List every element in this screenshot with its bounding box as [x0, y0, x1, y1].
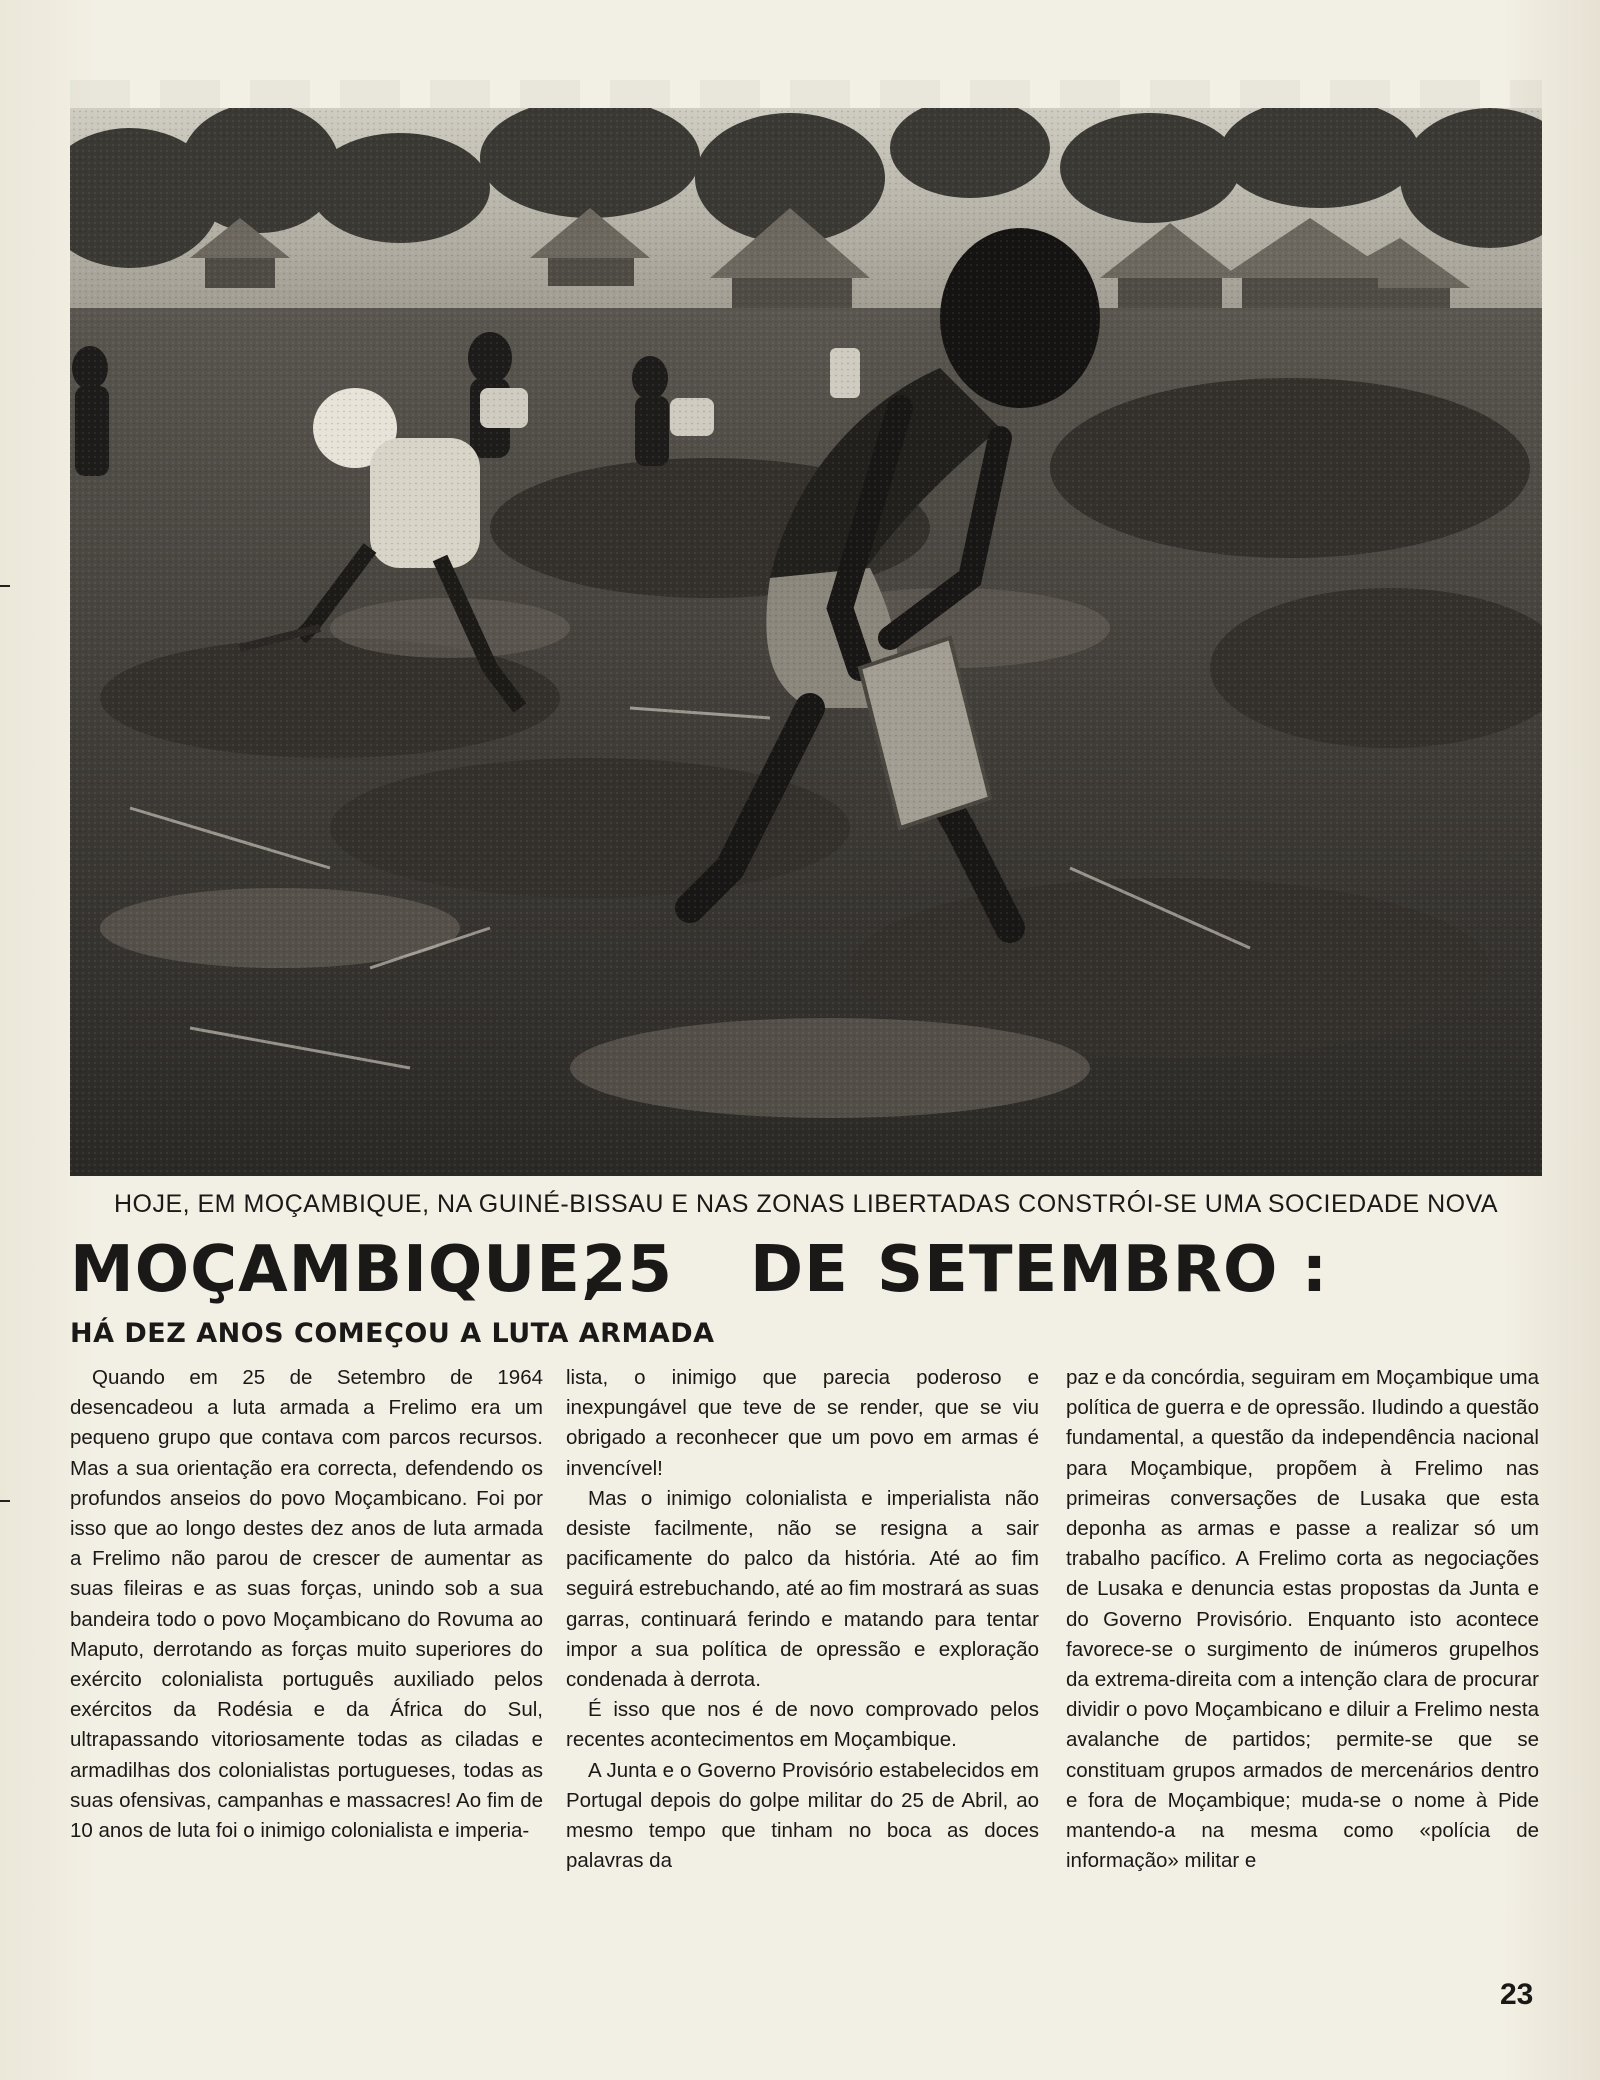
paragraph: paz e da concórdia, seguiram em Moçambique uma política de guerra e de opressão. Iludindo a questão fundamental, a questão da independência nacional para Moçambique, propõem à Frelimo nas primeiras conversações de Lusaka que esta deponha as armas e passe a realizar só um trabalho pacífico. A Frelimo corta as negociações de Lusaka e denuncia estas propostas da Junta e do Governo Provisório. Enquanto isto acontece favorece-se o surgimento de inúmeros grupelhos da extrema-direita com a intenção clara de procurar dividir o povo Moçambicano e diluir a Frelimo nesta avalanche de partidos; permite-se que se constituam grupos armados de mercenários dentro e fora de Moçambique; muda-se o nome à Pide mantendo-a na mesma como «polícia de informação» militar e [1066, 1366, 1539, 1873]
headline-day: 25 [582, 1233, 674, 1307]
page-number: 23 [1500, 1978, 1534, 2011]
field-workers-photo [70, 108, 1542, 1176]
headline [70, 1230, 1542, 1310]
paragraph: lista, o inimigo que parecia poderoso e inexpungável que teve de se render, que se viu obrigado a reconhecer que um povo em armas é invencível! [566, 1366, 1039, 1480]
text-column-2 [566, 1363, 1039, 1876]
headline-de: DE [750, 1233, 849, 1307]
text-column-3 [1066, 1363, 1539, 1876]
binding-mark [0, 585, 10, 587]
paragraph: Quando em 25 de Setembro de 1964 desencadeou a luta armada a Frelimo era um pequeno grupo que contava com parcos recursos. Mas a sua orientação era correcta, defendendo os profundos anseios do povo Moçambicano. Foi por isso que ao longo destes dez anos de luta armada a Frelimo não parou de crescer de aumentar as suas fileiras e as suas forças, unindo sob a sua bandeira todo o povo Moçambicano do Rovuma ao Maputo, derrotando as forças muito superiores do exército colonialista português auxiliado pelos exércitos da Rodésia e da África do Sul, ultrapassando vitoriosamente todas as ciladas e armadilhas dos colonialistas portugueses, todas as suas ofensivas, campanhas e massacres! Ao fim de 10 anos de luta foi o inimigo colonialista e imperia- [70, 1366, 543, 1843]
paragraph: Mas o inimigo colonialista e imperialista não desiste facilmente, não se resigna a sair pacificamente do palco da história. Até ao fim seguirá estrebuchando, até ao fim mostrará as suas garras, continuará ferindo e matando para tentar impor a sua política de opressão e exploração condenada à derrota. [566, 1486, 1039, 1692]
binding-mark [0, 1500, 10, 1502]
kicker: HÁ DEZ ANOS COMEÇOU A LUTA ARMADA [70, 1318, 715, 1349]
subheadline: HOJE, EM MOÇAMBIQUE, NA GUINÉ-BISSAU E NAS ZONAS LIBERTADAS CONSTRÓI-SE UMA SOCIEDADE NOVA [113, 1190, 1499, 1218]
headline-month: SETEMBRO : [877, 1233, 1329, 1307]
text-column-1 [70, 1363, 543, 1846]
paragraph: A Junta e o Governo Provisório estabelecidos em Portugal depois do golpe militar do 25 de Abril, ao mesmo tempo que tinham no boca as doces palavras da [566, 1758, 1039, 1873]
headline-country: MOÇAMBIQUE, [70, 1233, 607, 1307]
paragraph: É isso que nos é de novo comprovado pelos recentes acontecimentos em Moçambique. [566, 1698, 1039, 1752]
